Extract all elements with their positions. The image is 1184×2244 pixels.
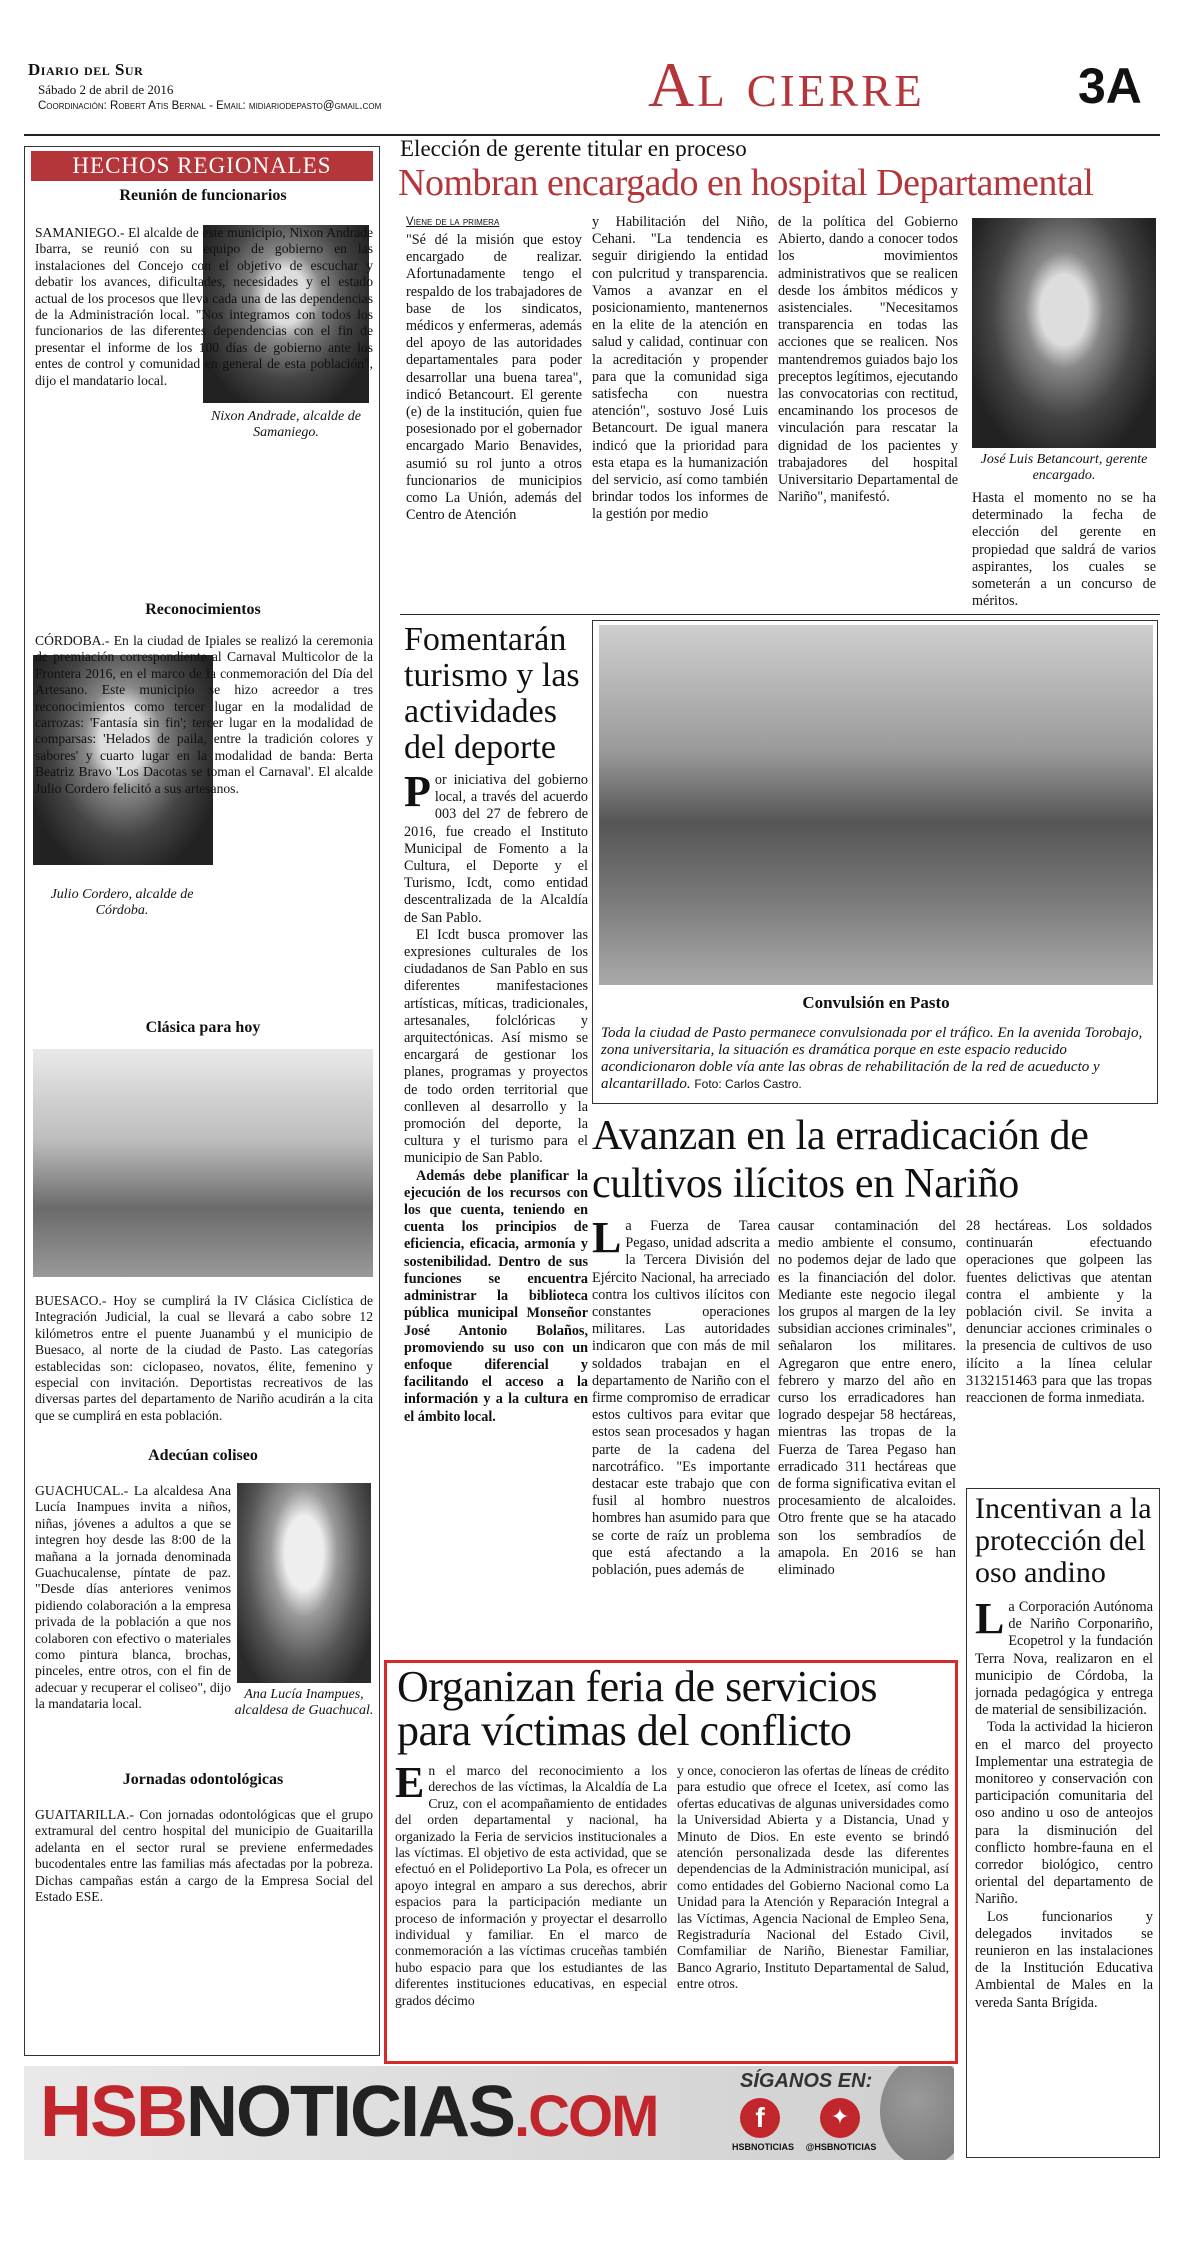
hsb-follow: SÍGANOS EN: <box>740 2070 873 2092</box>
eradication-dropcap: L <box>592 1218 622 1262</box>
eradication-col1-text: a Fuerza de Tarea Pegaso, unidad adscrita a la Tercera División del Ejército Nacional, ha arreciado contra los cultivos ilícitos con constantes operaciones militares. Las autoridades indicaron que con más de mil soldados trabajan en el departamento de Nariño con el firme compromiso de erradicar estos cultivos para evitar que estos sean procesados y hagan parte de la cadena del narcotráfico. "Es importante destacar este trabajo que con fusil al hombro nuestros hombres han asumido para que se corte de raíz un problema que está afectando a la población, pues además de <box>592 1218 770 1579</box>
classic-text: BUESACO.- Hoy se cumplirá la IV Clásica Ciclística de Integración Judicial, la cual se llevará a cabo sobre 12 kilómetros entre el puente Juanambú y el municipio de Buesaco, al norte de la ciudad de Pasto. Las categorías establecidas son: ciclopaseo, novatos, élite, femenino y especial con invitación. Deportistas recreativos de las diversas partes del departamento de Nariño acudirán a la cita que se cumplirá en esta población. <box>35 1293 373 1423</box>
tourism-p3: Además debe planificar la ejecución de los recursos con los que cuenta, teniendo en cuenta los principios de eficiencia, eficacia, armonía y sostenibilidad. Dentro de sus funciones se encuentra administrar la biblioteca pública municipal Monseñor José Antonio Bolaños, promoviendo su uso con un enfoque diferencial y facilitando el acceso a la información y a la cultura en el ámbito local. <box>404 1167 588 1425</box>
issue-date: Sábado 2 de abril de 2016 <box>38 82 174 97</box>
classic-title: Clásica para hoy <box>145 1019 261 1036</box>
fair-dropcap: E <box>395 1763 425 1807</box>
bear-lead: a Corporación Autónoma de Nariño Corponariño, Ecopetrol y la fundación Terra Nova, realizaron en el municipio de Córdoba, la jornada pedagógica y entrega de material de sensibilización. <box>975 1599 1153 1719</box>
hospital-col1: "Sé dé la misión que estoy encargado de realizar. Afortunadamente tengo el respaldo de los trabajadores de base de los sindicatos, médicos y enfermeras, además del apoyo de las autoridades departamentales para poder desarrollar una buena tarea", indicó Betancourt. El gerente (e) de la institución, quien fue posesionado por el gobernador encargado Mario Benavides, asumió su rol junto a otros funcionarios de municipios como La Unión, además del Centro de Atención <box>406 232 582 524</box>
traffic-credit: Foto: Carlos Castro. <box>694 1077 802 1091</box>
nixon-andrade-caption: Nixon Andrade, alcalde de Samaniego. <box>211 409 361 440</box>
bear-box <box>966 1488 1160 2158</box>
masthead <box>24 49 1160 142</box>
jose-luis-photo <box>972 218 1156 448</box>
bear-dropcap: L <box>975 1599 1005 1643</box>
hospital-bottom-rule <box>400 614 1160 615</box>
traffic-box <box>592 620 1158 1104</box>
coliseum-title: Adecúan coliseo <box>148 1447 258 1464</box>
section-name: Al cierre <box>648 49 925 120</box>
regional-banner-title: HECHOS REGIONALES <box>72 153 332 178</box>
hospital-continued: Viene de la primera <box>406 216 500 228</box>
coliseum-text: GUACHUCAL.- La alcaldesa Ana Lucía Inampues invita a niños, niñas, jóvenes a adultos a que se integren hoy desde las 8:00 de la mañana a la jornada denominada Guachucalense, píntate de paz. "Desde días anteriores venimos pidiendo colaboración a la empresa privada de la población a que nos colaboren con efectivo o materiales como pintura blanca, brochas, pinceles, entre otros, con el fin de adecuar y recuperar el coliseo", dijo la mandataria local. <box>35 1483 231 1712</box>
paper-name: Diario del Sur <box>28 60 144 79</box>
meeting-text: SAMANIEGO.- El alcalde de este municipio, Nixon Andrade Ibarra, se reunió con su equipo de gobierno en las instalaciones del Concejo con el objetivo de escuchar y debatir los avances, dificultades, necesidades y el estado actual de los procesos que lleva cada una de las dependencias de la Administración local. "Nos integramos con todos los funcionarios de las diferentes dependencias con el fin de presentar el informe de los 100 días de gobierno ante los entes de control y comunidad en general de esta población", dijo el mandatario local. <box>35 225 373 388</box>
ana-lucia-photo <box>237 1483 371 1683</box>
tourism-box <box>398 620 588 1660</box>
meeting-title: Reunión de funcionarios <box>119 187 287 204</box>
tourism-body <box>404 772 588 1652</box>
awards-text: CÓRDOBA.- En la ciudad de Ipiales se realizó la ceremonia de premiación correspondiente al Carnaval Multicolor de la Frontera 2016, en el marco de la conmemoración del Día del Artesano. Este municipio se hizo acreedor a tres reconocimientos como tercer lugar en la modalidad de carrozas: 'Fantasía sin fin'; tercer lugar en la modalidad de comparsas: 'Helados de paila, entre la tradición colores y sabores' y cuarto lugar en la modalidad de banda: Berta Beatriz Bravo 'Los Dacotas se toman el Carnaval'. El alcalde Julio Cordero felicitó a sus artesanos. <box>35 633 373 796</box>
hsb-ad[interactable] <box>24 2066 954 2160</box>
twitter-handle: @HSBNOTICIAS <box>805 2142 877 2152</box>
fair-col1-text: n el marco del reconocimiento a los derechos de las víctimas, la Alcaldía de La Cruz, con el acompañamiento de entidades del orden departamental y nacional, ha organizado la Feria de servicios institucionales a las víctimas. El objetivo de esta actividad, que se efectuó en el Polideportivo La Pola, es ofrecer un apoyo integral en amparo a sus derechos, abrir espacios para la participación mediante un proceso de información y proyectar el desarrollo individual y familiar. En el marco de conmemoración a las víctimas cruceñas también hubo espacio para que los estudiantes de las diferentes instituciones educativas, en especial grados décimo <box>395 1763 667 2008</box>
hospital-col4: Hasta el momento no se ha determinado la fecha de elección del gerente en propiedad que saldrá de varios aspirantes, los cuales se someterán a un concurso de méritos. <box>972 490 1156 610</box>
awards-title: Reconocimientos <box>145 601 261 618</box>
fair-col1 <box>395 1763 667 2059</box>
hospital-col2: y Habilitación del Niño, Cehani. "La tendencia es seguir dirigiendo la entidad con pulcritud y transparencia. Vamos a avanzar en el posicionamiento, mantenernos en la elite de la atención en salud y calidad, continuar con la acreditación y propender para que la comunidad siga satisfecha con nuestra atención", sostuvo José Luis Betancourt. De igual manera indicó que la prioridad para esta etapa es la humanización del servicio, así como también brindar todos los informes de la gestión por medio <box>592 214 768 523</box>
eradication-col1 <box>592 1218 770 1656</box>
hsb-brand[interactable] <box>40 2072 657 2157</box>
traffic-caption-wrap <box>601 1025 1151 1093</box>
regional-column <box>24 146 380 2056</box>
eradication-col3: 28 hectáreas. Los soldados continuarán efectuando operaciones que golpeen las fuentes delictivas que atentan contra el ambiente y la población civil. Se invita a denunciar acciones criminales o la presencia de cultivos de uso ilícito a la línea celular 3132151463 para que las tropas reaccionen de forma inmediata. <box>966 1218 1152 1407</box>
bear-body <box>975 1599 1153 2149</box>
dental-title: Jornadas odontológicas <box>122 1771 284 1788</box>
hospital-col3: de la política del Gobierno Abierto, dando a conocer todos los movimientos administrativos que se realicen desde los ámbitos médicos y asistenciales. "Necesitamos transparencia en todas las acciones que se realicen. Nos mantendremos guiados bajo los preceptos legítimos, ejecutando las convocatorias con rectitud, encaminando los procesos de vinculación para rescatar la dignidad de los pacientes y trabajadores del hospital Universitario Departamental de Nariño", manifestó. <box>778 214 958 506</box>
tourism-lead: or iniciativa del gobierno local, a través del acuerdo 003 del 27 de febrero de 2016, fue creado el Instituto Municipal de Fomento a la Cultura, el Deporte y el Turismo, Icdt, como entidad descentralizada de la Alcaldía de San Pablo. <box>404 772 588 926</box>
fair-headline: Organizan feria de servicios para víctimas del conflicto <box>397 1662 877 1755</box>
facebook-icon[interactable]: f <box>740 2098 780 2138</box>
bear-p2: Toda la actividad la hicieron en el marco del proyecto Implementar una estrategia de monitoreo y conservación con participación comunitaria del oso andino u oso de anteojos para la disminución del conflicto hombre-fauna en el corredor biológico, centro oriental del departamento de Nariño. <box>975 1719 1153 1908</box>
traffic-photo-title: Convulsión en Pasto <box>802 993 950 1012</box>
eradication-headline: Avanzan en la erradicación de cultivos ilícitos en Nariño <box>592 1113 1089 1207</box>
julio-cordero-caption: Julio Cordero, alcalde de Córdoba. <box>50 887 194 918</box>
traffic-caption: Toda la ciudad de Pasto permanece convulsionada por el tráfico. En la avenida Torobajo, zona universitaria, la situación es dramática porque en este espacio reducido acondicionaron doble vía ante las obras de rehabilitación de la red de acueducto y alcantarillado. <box>601 1025 1143 1092</box>
hospital-headline: Nombran encargado en hospital Departamental <box>398 162 1094 204</box>
cyclist-photo <box>33 1049 373 1277</box>
facebook-handle: HSBNOTICIAS <box>731 2142 794 2152</box>
tourism-p2: El Icdt busca promover las expresiones culturales de los ciudadanos de San Pablo en sus diferentes manifestaciones artísticas, míticas, tradicionales, artesanales, folclóricas y arquitectónicas. Así mismo se encargará de gestionar los planes, programas y proyectos de todo orden territorial que conlleven al desarrollo y la promoción del deporte, la cultura y el turismo para el municipio de San Pablo. <box>404 926 588 1167</box>
bear-headline: Incentivan a la protección del oso andino <box>975 1492 1152 1589</box>
tourism-dropcap: P <box>404 772 431 816</box>
twitter-icon[interactable]: ✦ <box>820 2098 860 2138</box>
page-number: 3A <box>1078 58 1142 114</box>
globe-icon <box>880 2066 954 2160</box>
jose-luis-caption: José Luis Betancourt, gerente encargado. <box>980 452 1148 483</box>
tourism-headline: Fomentarán turismo y las actividades del deporte <box>404 621 580 766</box>
dental-text: GUAITARILLA.- Con jornadas odontológicas que el grupo extramural del centro hospital del municipio de Guaitarilla adelanta en el sector rural se previene enfermedades bucodentales entre las familias más afectadas por la pobreza. Dichas campañas están a cargo de la Empresa Social del Estado ESE. <box>35 1807 373 1905</box>
bear-p3: Los funcionarios y delegados invitados se reunieron en las instalaciones de la Institución Educativa Ambiental de Males en la vereda Santa Brígida. <box>975 1908 1153 2011</box>
hospital-kicker: Elección de gerente titular en proceso <box>400 136 747 161</box>
traffic-photo <box>599 625 1153 985</box>
fair-box <box>384 1660 958 2064</box>
hsb-brand-b: NOTICIAS <box>186 2072 515 2152</box>
eradication-col2: causar contaminación del medio ambiente el consumo, no podemos dejar de lado que es la financiación del dolor. Mediante este negocio ilegal los grupos al margen de la ley subsidian acciones criminales", señalaron los militares. Agregaron que entre enero, febrero y marzo del año en curso los erradicadores han logrado despejar 58 hectáreas, mientras las tropas de la Fuerza de Tarea Pegaso han erradicado 311 hectáreas que de forma significativa evitan el procesamiento de alcaloides. Otro frente que se ha atacado son los sembradíos de amapola. En 2016 se han eliminado <box>778 1218 956 1579</box>
coordination-line: Coordinación: Robert Atis Bernal - Email: midiariodepasto@gmail.com <box>38 100 382 112</box>
hsb-brand-a: HSB <box>40 2072 187 2152</box>
fair-col2: y once, conocieron las ofertas de líneas de crédito para estudio que ofrece el Icetex, así como las ofertas educativas de algunas universidades como la Universidad Abierta y a Distancia, Unad y Minuto de Dios. En este evento se brindó atención personalizada desde las diferentes dependencias de la Administración municipal, así como entidades del Gobierno Nacional como La Unidad para la Atención y Reparación Integral a las Víctimas, Agencia Nacional de Empleo Sena, Registraduría Nacional del Estado Civil, Comfamiliar de Nariño, Bienestar Familiar, Banco Agrario, Instituto Departamental de Salud, entre otros. <box>677 1763 949 1992</box>
regional-banner <box>31 151 373 181</box>
ana-lucia-caption: Ana Lucía Inampues, alcaldesa de Guachucal. <box>234 1687 374 1718</box>
hsb-brand-c: .COM <box>514 2084 658 2149</box>
